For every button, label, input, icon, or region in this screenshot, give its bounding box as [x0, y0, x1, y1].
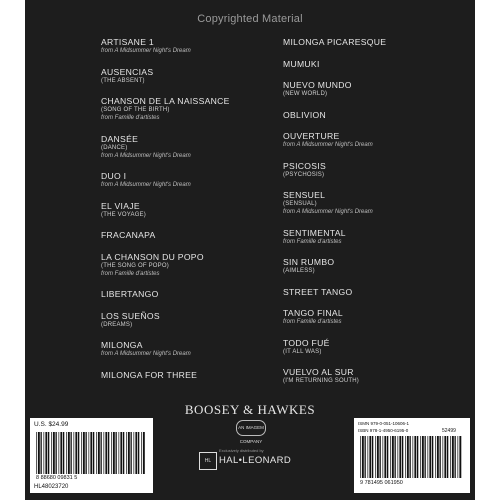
song-source: from Famille d'artistes	[283, 238, 342, 245]
item-code: HL48023720	[34, 484, 69, 490]
song-translation: (THE VOYAGE)	[101, 211, 146, 218]
song-item	[101, 96, 230, 122]
song-item	[283, 110, 326, 120]
song-item	[283, 190, 373, 216]
song-title: DUO I	[101, 171, 127, 181]
song-item	[283, 287, 353, 297]
song-item	[101, 201, 146, 219]
song-title: OBLIVION	[283, 109, 326, 120]
song-title: EL VIAJE	[101, 200, 140, 211]
song-item	[283, 59, 320, 69]
song-translation: (THE ABSENT)	[101, 77, 145, 84]
song-item	[101, 370, 197, 380]
song-item	[101, 67, 153, 85]
song-title: LOS SUEÑOS	[101, 310, 160, 321]
publisher-logo: BOOSEY & HAWKES	[184, 402, 316, 417]
price-addon: 52499	[442, 428, 456, 434]
song-source: from A Midsummer Night's Dream	[101, 48, 191, 54]
song-item	[283, 161, 326, 179]
song-translation: (SENSUAL)	[283, 201, 317, 207]
song-item	[101, 171, 191, 189]
song-translation: (IT ALL WAS)	[283, 348, 322, 355]
song-title: MILONGA FOR THREE	[101, 369, 198, 380]
song-source: from A Midsummer Night's Dream	[101, 182, 191, 188]
song-title: MILONGA	[101, 340, 143, 350]
song-translation: (NEW WORLD)	[283, 91, 328, 97]
isbn-barcode-number: 9 781495 061950	[360, 480, 403, 486]
song-title: SENTIMENTAL	[283, 227, 346, 238]
song-item	[101, 37, 191, 55]
song-title: ARTISANE 1	[101, 37, 154, 47]
song-item	[283, 338, 330, 356]
song-title: SIN RUMBO	[283, 257, 335, 267]
song-title: SENSUEL	[283, 190, 326, 200]
song-translation: (THE SONG OF POPO)	[101, 262, 169, 269]
upc-barcode-icon	[36, 432, 146, 474]
ismn-number: ISMN 979-0-051-10606-1	[358, 421, 410, 426]
hal-leonard-icon: HL	[199, 452, 217, 470]
song-title: DANSÉE	[101, 133, 139, 144]
song-item	[101, 230, 156, 240]
song-item	[283, 367, 359, 385]
song-title: VUELVO AL SUR	[283, 367, 354, 377]
song-item	[101, 289, 159, 299]
song-item	[283, 308, 343, 326]
song-title: NUEVO MUNDO	[283, 80, 352, 90]
song-title: OUVERTURE	[283, 131, 340, 141]
song-translation: (PSYCHOSIS)	[283, 171, 325, 178]
song-translation: (DANCE)	[101, 144, 128, 151]
song-title: AUSENCIAS	[101, 66, 154, 77]
song-title: LIBERTANGO	[101, 289, 159, 299]
song-title: MILONGA PICARESQUE	[283, 37, 387, 47]
song-title: MUMUKI	[283, 58, 320, 69]
song-translation: (AIMLESS)	[283, 268, 315, 274]
isbn-number: ISBN 978-1-4950-6195-0	[358, 428, 409, 433]
song-source: from A Midsummer Night's Dream	[283, 142, 373, 148]
song-source: from A Midsummer Night's Dream	[283, 209, 373, 215]
song-item	[101, 134, 191, 160]
distributor-note: Exclusively distributed by	[219, 448, 264, 453]
song-title: FRACANAPA	[101, 230, 156, 240]
song-source: from Famille d'artistes	[101, 270, 160, 277]
hal-leonard-logo	[199, 446, 299, 476]
song-item	[283, 131, 373, 149]
song-item	[101, 340, 191, 358]
isbn-barcode-box	[354, 418, 470, 493]
back-cover	[25, 0, 475, 500]
song-translation: (SONG OF THE BIRTH)	[101, 107, 170, 113]
song-source: from A Midsummer Night's Dream	[101, 152, 191, 159]
publisher-badge: AN IMAGEM COMPANY	[236, 420, 266, 436]
price-label: U.S. $24.99	[34, 421, 69, 428]
song-translation: (DREAMS)	[101, 321, 133, 328]
song-title: PSICOSIS	[283, 160, 326, 171]
song-translation: (I'M RETURNING SOUTH)	[283, 378, 360, 384]
song-source: from Famille d'artistes	[283, 319, 342, 325]
song-item	[101, 311, 160, 329]
song-source: from Famille d'artistes	[101, 115, 160, 121]
song-title: TANGO FINAL	[283, 308, 343, 318]
distributor-name: HAL•LEONARD	[219, 455, 292, 466]
song-title: CHANSON DE LA NAISSANCE	[101, 96, 230, 106]
song-item	[283, 257, 334, 275]
song-title: TODO FUÉ	[283, 337, 330, 348]
song-item	[283, 37, 386, 47]
copyright-watermark: Copyrighted Material	[197, 13, 303, 25]
song-item	[283, 228, 346, 246]
song-item	[101, 252, 204, 278]
song-title: STREET TANGO	[283, 286, 353, 297]
isbn-barcode-icon	[360, 436, 464, 478]
price-barcode-box	[30, 418, 153, 493]
song-item	[283, 80, 352, 98]
song-source: from A Midsummer Night's Dream	[101, 351, 191, 357]
upc-number: 8 88680 09831 5	[36, 475, 78, 481]
song-title: LA CHANSON DU POPO	[101, 251, 204, 262]
